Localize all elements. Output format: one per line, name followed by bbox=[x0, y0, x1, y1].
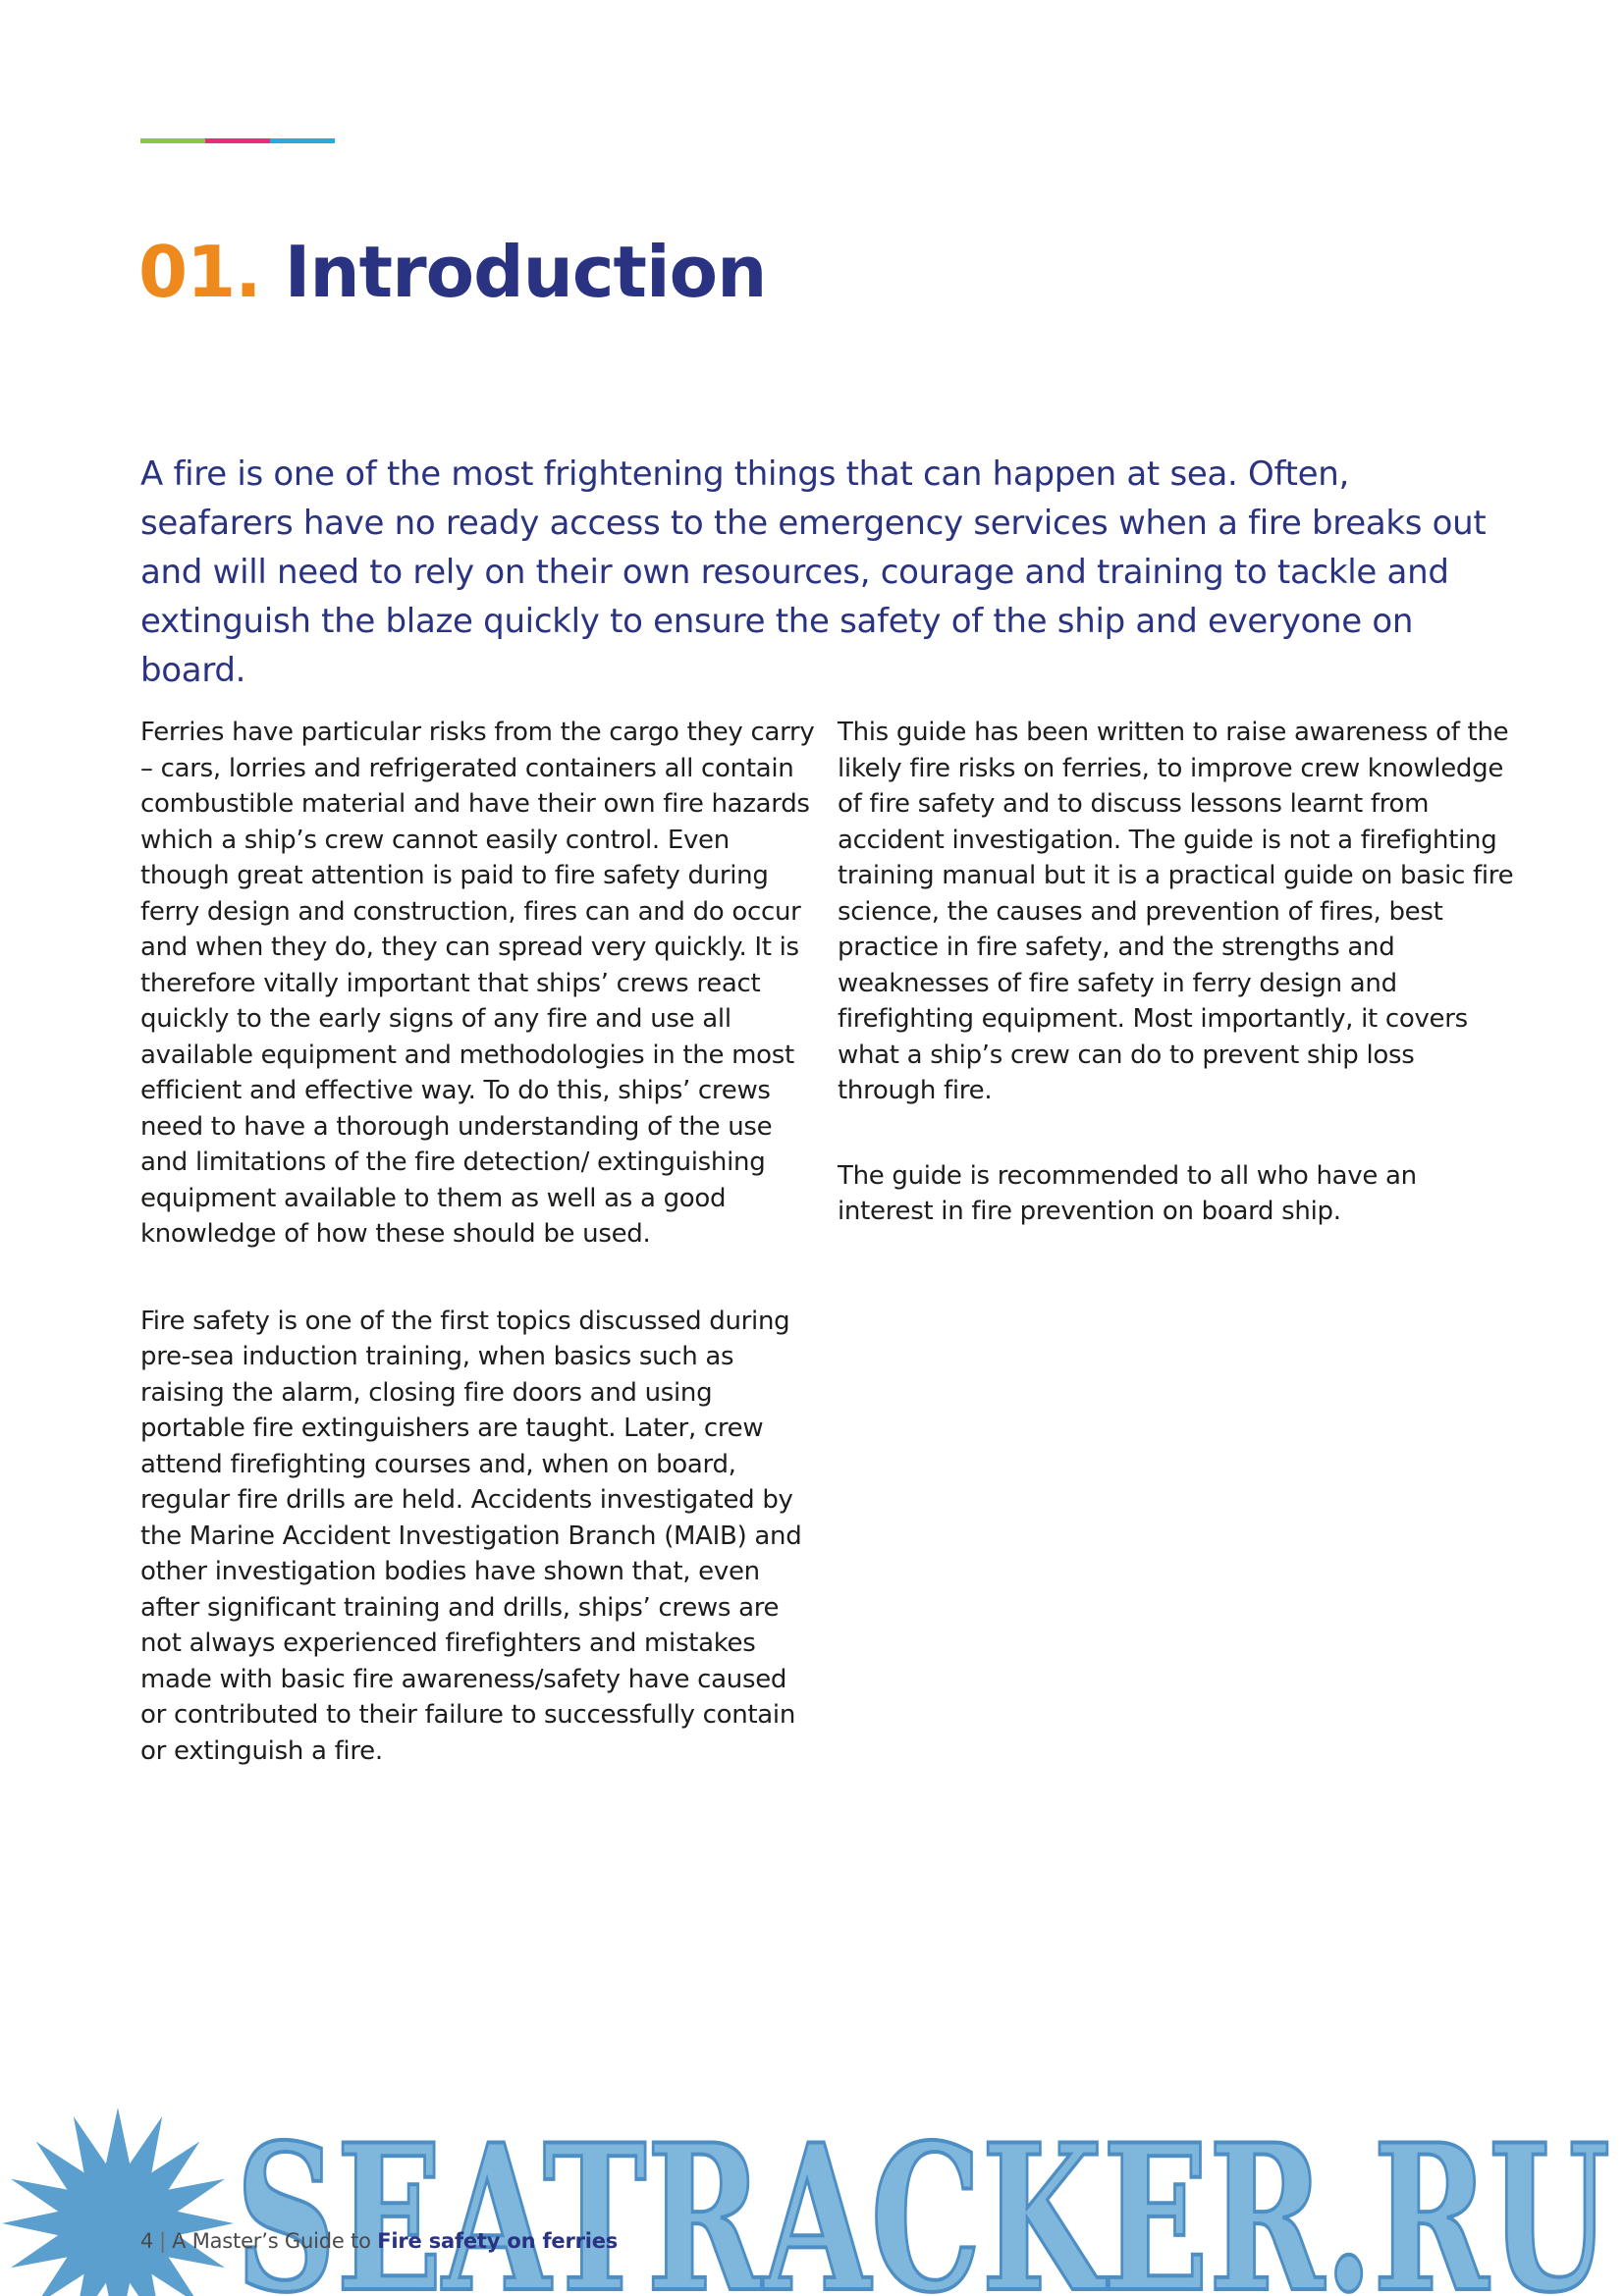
accent-bar bbox=[140, 138, 335, 143]
page-number: 4 bbox=[140, 2229, 154, 2253]
body-paragraph: Ferries have particular risks from the cargo they carry – cars, lorries and refrigerated containers all contain combustible material and have their own fire hazards which a ship’s crew cannot easily control. Even though great attention is paid to fire safety during ferry design and construction, fires can and do occur and when they do, they can spread very quickly. It is therefore vitally important that ships’ crews react quickly to the early signs of any fire and use all available equipment and methodologies in the most efficient and effective way. To do this, ships’ crews need to have a thorough understanding of the use and limitations of the fire detection/ extinguishing equipment available to them as well as a good knowledge of how these should be used. bbox=[140, 718, 815, 1249]
watermark bbox=[0, 2061, 1624, 2296]
page-footer bbox=[140, 2229, 618, 2253]
page-title bbox=[138, 228, 766, 316]
accent-bar-green bbox=[140, 138, 205, 143]
section-number: 01. bbox=[138, 231, 261, 313]
body-paragraph: Fire safety is one of the first topics discussed during pre-sea induction training, when basics such as raising the alarm, closing fire doors and using portable fire extinguishers are taught. Later, crew attend firefighting courses and, when on board, regular fire drills are held. Accidents investigated by the Marine Accident Investigation Branch (MAIB) and other investigation bodies have shown that, even after significant training and drills, ships’ crews are not always experienced firefighters and mistakes made with basic fire awareness/safety have caused or contributed to their failure to successfully contain or extinguish a fire. bbox=[140, 1306, 802, 1766]
left-column bbox=[140, 715, 818, 1769]
footer-separator: | bbox=[159, 2229, 167, 2253]
accent-bar-magenta bbox=[205, 138, 270, 143]
section-title: Introduction bbox=[284, 231, 767, 313]
body-paragraph: This guide has been written to raise awareness of the likely fire risks on ferries, to improve crew knowledge of fire safety and to discuss lessons learnt from accident investigation. The guide is not a firefighting training manual but it is a practical guide on basic fire science, the causes and prevention of fires, best practice in fire safety, and the strengths and weaknesses of fire safety in ferry design and firefighting equipment. Most importantly, it covers what a ship’s crew can do to prevent ship loss through fire. bbox=[838, 718, 1514, 1105]
body-paragraph: The guide is recommended to all who have an interest in fire prevention on board ship. bbox=[838, 1160, 1417, 1226]
sun-icon bbox=[2, 2108, 234, 2296]
right-column bbox=[838, 715, 1515, 1230]
watermark-text: SEATRACKER.RU bbox=[236, 2102, 1610, 2296]
accent-bar-blue bbox=[270, 138, 335, 143]
lead-paragraph: A fire is one of the most frightening things that can happen at sea. Often, seafarers have no ready access to the emergency services when a fire breaks out and will need to rely on their own resources, courage and training to tackle and extinguish the blaze quickly to ensure the safety of the ship and everyone on board. bbox=[140, 454, 1487, 690]
footer-prefix: A Master’s Guide to bbox=[172, 2229, 371, 2253]
footer-title: Fire safety on ferries bbox=[377, 2229, 619, 2253]
